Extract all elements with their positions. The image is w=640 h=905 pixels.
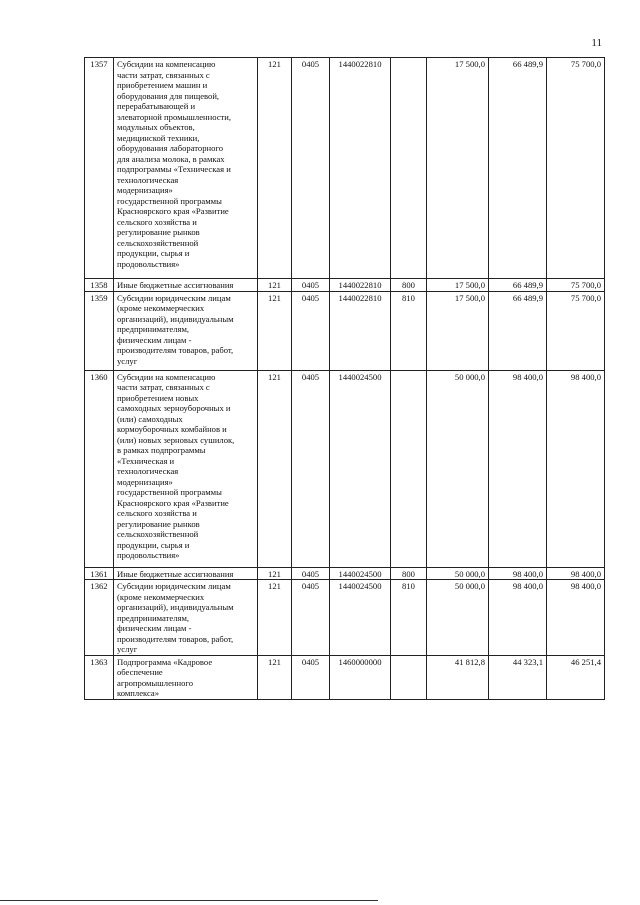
row-number: 1361 <box>85 567 114 580</box>
amount-year-1: 17 500,0 <box>427 291 489 370</box>
amount-year-3: 46 251,4 <box>547 655 605 699</box>
amount-year-2: 66 489,9 <box>489 58 547 279</box>
row-name: Подпрограмма «Кадровое обеспечение агропромышленного комплекса» <box>114 655 258 699</box>
row-name: Иные бюджетные ассигнования <box>114 567 258 580</box>
target-code: 1440024500 <box>330 370 391 567</box>
section-code: 0405 <box>292 279 330 292</box>
amount-year-3: 75 700,0 <box>547 58 605 279</box>
section-code: 0405 <box>292 655 330 699</box>
grbs-code: 121 <box>258 370 292 567</box>
amount-year-2: 98 400,0 <box>489 580 547 656</box>
amount-year-1: 50 000,0 <box>427 567 489 580</box>
expense-type-code <box>391 655 427 699</box>
budget-table <box>84 57 605 700</box>
amount-year-1: 50 000,0 <box>427 370 489 567</box>
table-row <box>85 291 605 370</box>
expense-type-code <box>391 370 427 567</box>
row-number: 1359 <box>85 291 114 370</box>
expense-type-code: 800 <box>391 567 427 580</box>
row-number: 1363 <box>85 655 114 699</box>
amount-year-2: 98 400,0 <box>489 567 547 580</box>
amount-year-3: 75 700,0 <box>547 279 605 292</box>
amount-year-3: 98 400,0 <box>547 567 605 580</box>
section-code: 0405 <box>292 291 330 370</box>
table-row <box>85 580 605 656</box>
target-code: 1440024500 <box>330 567 391 580</box>
table-row <box>85 370 605 567</box>
amount-year-1: 41 812,8 <box>427 655 489 699</box>
target-code: 1440024500 <box>330 580 391 656</box>
target-code: 1440022810 <box>330 279 391 292</box>
table-row <box>85 58 605 279</box>
amount-year-1: 50 000,0 <box>427 580 489 656</box>
amount-year-3: 75 700,0 <box>547 291 605 370</box>
expense-type-code <box>391 58 427 279</box>
section-code: 0405 <box>292 580 330 656</box>
row-number: 1362 <box>85 580 114 656</box>
amount-year-2: 66 489,9 <box>489 279 547 292</box>
row-name: Иные бюджетные ассигнования <box>114 279 258 292</box>
grbs-code: 121 <box>258 655 292 699</box>
amount-year-1: 17 500,0 <box>427 279 489 292</box>
amount-year-1: 17 500,0 <box>427 58 489 279</box>
target-code: 1440022810 <box>330 58 391 279</box>
grbs-code: 121 <box>258 580 292 656</box>
row-name: Субсидии на компенсацию части затрат, связанных с приобретением новых самоходных зерноуборочных и (или) самоходных кормоуборочных комбайнов и (или) новых зерновых сушилок, в рамках подпрограммы «Техническая и технологическая модернизация» государственной программы Красноярского края «Развитие сельского хозяйства и регулирование рынков сельскохозяйственной продукции, сырья и продовольствия» <box>114 370 258 567</box>
amount-year-2: 44 323,1 <box>489 655 547 699</box>
expense-type-code: 810 <box>391 291 427 370</box>
row-number: 1358 <box>85 279 114 292</box>
expense-type-code: 810 <box>391 580 427 656</box>
row-name: Субсидии на компенсацию части затрат, связанных с приобретением машин и оборудования для пищевой, перерабатывающей и элеваторной промышленности, модульных объектов, медицинской техники, оборудования лабораторного для анализа молока, в рамках подпрограммы «Техническая и технологическая модернизация» государственной программы Красноярского края «Развитие сельского хозяйства и регулирование рынков сельскохозяйственной продукции, сырья и продовольствия» <box>114 58 258 279</box>
target-code: 1460000000 <box>330 655 391 699</box>
table-row <box>85 567 605 580</box>
amount-year-3: 98 400,0 <box>547 580 605 656</box>
section-code: 0405 <box>292 567 330 580</box>
amount-year-2: 98 400,0 <box>489 370 547 567</box>
grbs-code: 121 <box>258 58 292 279</box>
row-name: Субсидии юридическим лицам (кроме некоммерческих организаций), индивидуальным предпринимателям, физическим лицам - производителям товаров, работ, услуг <box>114 580 258 656</box>
amount-year-3: 98 400,0 <box>547 370 605 567</box>
table-row <box>85 655 605 699</box>
target-code: 1440022810 <box>330 291 391 370</box>
page-number: 11 <box>591 37 602 49</box>
scan-edge-line <box>0 900 378 901</box>
amount-year-2: 66 489,9 <box>489 291 547 370</box>
expense-type-code: 800 <box>391 279 427 292</box>
grbs-code: 121 <box>258 279 292 292</box>
grbs-code: 121 <box>258 567 292 580</box>
section-code: 0405 <box>292 58 330 279</box>
row-number: 1357 <box>85 58 114 279</box>
grbs-code: 121 <box>258 291 292 370</box>
row-name: Субсидии юридическим лицам (кроме некоммерческих организаций), индивидуальным предпринимателям, физическим лицам - производителям товаров, работ, услуг <box>114 291 258 370</box>
section-code: 0405 <box>292 370 330 567</box>
row-number: 1360 <box>85 370 114 567</box>
table-row <box>85 279 605 292</box>
